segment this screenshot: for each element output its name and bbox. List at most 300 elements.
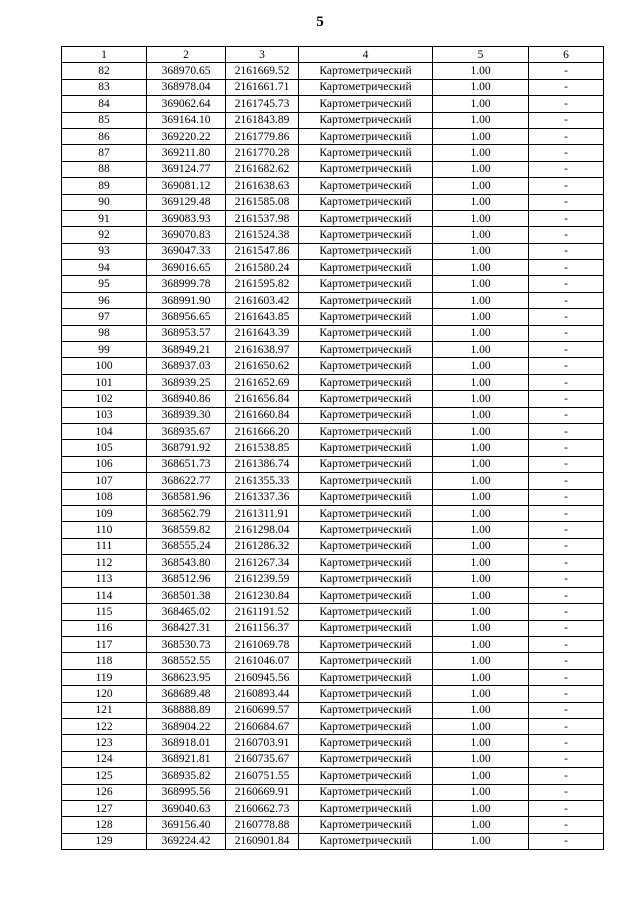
method-cell: Картометрический <box>299 79 433 95</box>
y-coordinate-cell: 2161386.74 <box>226 456 299 472</box>
table-row <box>62 358 604 374</box>
point-number-cell: 121 <box>62 702 147 718</box>
table-row <box>62 391 604 407</box>
table-row <box>62 292 604 308</box>
table-row <box>62 243 604 259</box>
note-cell: - <box>529 309 604 325</box>
x-coordinate-cell: 368555.24 <box>147 538 226 554</box>
note-cell: - <box>529 833 604 849</box>
x-coordinate-cell: 369083.93 <box>147 210 226 226</box>
x-coordinate-cell: 368995.56 <box>147 784 226 800</box>
x-coordinate-cell: 368935.67 <box>147 423 226 439</box>
table-row <box>62 637 604 653</box>
accuracy-cell: 1.00 <box>433 784 529 800</box>
table-row <box>62 522 604 538</box>
coordinates-table <box>61 46 604 850</box>
accuracy-cell: 1.00 <box>433 620 529 636</box>
method-cell: Картометрический <box>299 325 433 341</box>
x-coordinate-cell: 369070.83 <box>147 227 226 243</box>
y-coordinate-cell: 2160699.57 <box>226 702 299 718</box>
y-coordinate-cell: 2160778.88 <box>226 817 299 833</box>
accuracy-cell: 1.00 <box>433 587 529 603</box>
method-cell: Картометрический <box>299 587 433 603</box>
accuracy-cell: 1.00 <box>433 489 529 505</box>
method-cell: Картометрический <box>299 63 433 79</box>
accuracy-cell: 1.00 <box>433 243 529 259</box>
method-cell: Картометрический <box>299 620 433 636</box>
table-row <box>62 276 604 292</box>
y-coordinate-cell: 2161524.38 <box>226 227 299 243</box>
point-number-cell: 96 <box>62 292 147 308</box>
table-row <box>62 555 604 571</box>
note-cell: - <box>529 768 604 784</box>
point-number-cell: 92 <box>62 227 147 243</box>
note-cell: - <box>529 620 604 636</box>
table-row <box>62 784 604 800</box>
accuracy-cell: 1.00 <box>433 423 529 439</box>
table-body <box>62 63 604 850</box>
y-coordinate-cell: 2161770.28 <box>226 145 299 161</box>
x-coordinate-cell: 369211.80 <box>147 145 226 161</box>
table-row <box>62 145 604 161</box>
accuracy-cell: 1.00 <box>433 719 529 735</box>
x-coordinate-cell: 368543.80 <box>147 555 226 571</box>
point-number-cell: 126 <box>62 784 147 800</box>
point-number-cell: 124 <box>62 751 147 767</box>
accuracy-cell: 1.00 <box>433 571 529 587</box>
y-coordinate-cell: 2161603.42 <box>226 292 299 308</box>
y-coordinate-cell: 2161337.36 <box>226 489 299 505</box>
y-coordinate-cell: 2161538.85 <box>226 440 299 456</box>
accuracy-cell: 1.00 <box>433 260 529 276</box>
table-row <box>62 833 604 849</box>
point-number-cell: 118 <box>62 653 147 669</box>
accuracy-cell: 1.00 <box>433 833 529 849</box>
note-cell: - <box>529 800 604 816</box>
accuracy-cell: 1.00 <box>433 145 529 161</box>
method-cell: Картометрический <box>299 817 433 833</box>
accuracy-cell: 1.00 <box>433 63 529 79</box>
y-coordinate-cell: 2161656.84 <box>226 391 299 407</box>
note-cell: - <box>529 686 604 702</box>
x-coordinate-cell: 368935.82 <box>147 768 226 784</box>
x-coordinate-cell: 368501.38 <box>147 587 226 603</box>
note-cell: - <box>529 178 604 194</box>
table-row <box>62 112 604 128</box>
y-coordinate-cell: 2161585.08 <box>226 194 299 210</box>
x-coordinate-cell: 369124.77 <box>147 161 226 177</box>
accuracy-cell: 1.00 <box>433 669 529 685</box>
x-coordinate-cell: 368939.25 <box>147 374 226 390</box>
note-cell: - <box>529 735 604 751</box>
method-cell: Картометрический <box>299 555 433 571</box>
note-cell: - <box>529 423 604 439</box>
table-row <box>62 456 604 472</box>
table-row <box>62 702 604 718</box>
point-number-cell: 93 <box>62 243 147 259</box>
method-cell: Картометрический <box>299 391 433 407</box>
column-header: 4 <box>299 47 433 63</box>
x-coordinate-cell: 369016.65 <box>147 260 226 276</box>
method-cell: Картометрический <box>299 96 433 112</box>
note-cell: - <box>529 276 604 292</box>
table-row <box>62 342 604 358</box>
method-cell: Картометрический <box>299 505 433 521</box>
accuracy-cell: 1.00 <box>433 358 529 374</box>
point-number-cell: 110 <box>62 522 147 538</box>
table-row <box>62 538 604 554</box>
accuracy-cell: 1.00 <box>433 735 529 751</box>
point-number-cell: 123 <box>62 735 147 751</box>
method-cell: Картометрический <box>299 374 433 390</box>
point-number-cell: 108 <box>62 489 147 505</box>
x-coordinate-cell: 368552.55 <box>147 653 226 669</box>
note-cell: - <box>529 751 604 767</box>
note-cell: - <box>529 669 604 685</box>
table-row <box>62 309 604 325</box>
table-header-row <box>62 47 604 63</box>
y-coordinate-cell: 2160945.56 <box>226 669 299 685</box>
method-cell: Картометрический <box>299 243 433 259</box>
point-number-cell: 87 <box>62 145 147 161</box>
note-cell: - <box>529 456 604 472</box>
note-cell: - <box>529 342 604 358</box>
point-number-cell: 117 <box>62 637 147 653</box>
method-cell: Картометрический <box>299 800 433 816</box>
point-number-cell: 109 <box>62 505 147 521</box>
method-cell: Картометрический <box>299 227 433 243</box>
method-cell: Картометрический <box>299 719 433 735</box>
accuracy-cell: 1.00 <box>433 751 529 767</box>
table-row <box>62 620 604 636</box>
note-cell: - <box>529 702 604 718</box>
method-cell: Картометрический <box>299 522 433 538</box>
note-cell: - <box>529 374 604 390</box>
x-coordinate-cell: 369040.63 <box>147 800 226 816</box>
x-coordinate-cell: 369156.40 <box>147 817 226 833</box>
point-number-cell: 116 <box>62 620 147 636</box>
table-row <box>62 374 604 390</box>
y-coordinate-cell: 2161669.52 <box>226 63 299 79</box>
note-cell: - <box>529 194 604 210</box>
x-coordinate-cell: 369062.64 <box>147 96 226 112</box>
y-coordinate-cell: 2160669.91 <box>226 784 299 800</box>
accuracy-cell: 1.00 <box>433 178 529 194</box>
method-cell: Картометрический <box>299 669 433 685</box>
table-row <box>62 751 604 767</box>
accuracy-cell: 1.00 <box>433 194 529 210</box>
accuracy-cell: 1.00 <box>433 800 529 816</box>
note-cell: - <box>529 604 604 620</box>
accuracy-cell: 1.00 <box>433 227 529 243</box>
table-row <box>62 489 604 505</box>
y-coordinate-cell: 2160893.44 <box>226 686 299 702</box>
accuracy-cell: 1.00 <box>433 128 529 144</box>
x-coordinate-cell: 368562.79 <box>147 505 226 521</box>
table-row <box>62 161 604 177</box>
x-coordinate-cell: 368512.96 <box>147 571 226 587</box>
y-coordinate-cell: 2161779.86 <box>226 128 299 144</box>
note-cell: - <box>529 243 604 259</box>
table-row <box>62 587 604 603</box>
method-cell: Картометрический <box>299 751 433 767</box>
x-coordinate-cell: 368939.30 <box>147 407 226 423</box>
x-coordinate-cell: 368465.02 <box>147 604 226 620</box>
point-number-cell: 113 <box>62 571 147 587</box>
x-coordinate-cell: 368559.82 <box>147 522 226 538</box>
column-header: 5 <box>433 47 529 63</box>
x-coordinate-cell: 368689.48 <box>147 686 226 702</box>
table-row <box>62 686 604 702</box>
accuracy-cell: 1.00 <box>433 653 529 669</box>
accuracy-cell: 1.00 <box>433 440 529 456</box>
x-coordinate-cell: 369164.10 <box>147 112 226 128</box>
column-header: 1 <box>62 47 147 63</box>
table-row <box>62 440 604 456</box>
x-coordinate-cell: 368978.04 <box>147 79 226 95</box>
note-cell: - <box>529 210 604 226</box>
x-coordinate-cell: 368949.21 <box>147 342 226 358</box>
x-coordinate-cell: 368581.96 <box>147 489 226 505</box>
table-row <box>62 735 604 751</box>
note-cell: - <box>529 292 604 308</box>
accuracy-cell: 1.00 <box>433 702 529 718</box>
table-row <box>62 423 604 439</box>
point-number-cell: 90 <box>62 194 147 210</box>
accuracy-cell: 1.00 <box>433 325 529 341</box>
accuracy-cell: 1.00 <box>433 555 529 571</box>
method-cell: Картометрический <box>299 653 433 669</box>
point-number-cell: 88 <box>62 161 147 177</box>
note-cell: - <box>529 817 604 833</box>
table-row <box>62 260 604 276</box>
point-number-cell: 85 <box>62 112 147 128</box>
method-cell: Картометрический <box>299 637 433 653</box>
x-coordinate-cell: 368427.31 <box>147 620 226 636</box>
x-coordinate-cell: 368904.22 <box>147 719 226 735</box>
x-coordinate-cell: 368956.65 <box>147 309 226 325</box>
table-row <box>62 96 604 112</box>
note-cell: - <box>529 391 604 407</box>
note-cell: - <box>529 161 604 177</box>
point-number-cell: 100 <box>62 358 147 374</box>
y-coordinate-cell: 2161652.69 <box>226 374 299 390</box>
point-number-cell: 111 <box>62 538 147 554</box>
table-row <box>62 128 604 144</box>
note-cell: - <box>529 555 604 571</box>
method-cell: Картометрический <box>299 423 433 439</box>
y-coordinate-cell: 2160901.84 <box>226 833 299 849</box>
note-cell: - <box>529 538 604 554</box>
y-coordinate-cell: 2160751.55 <box>226 768 299 784</box>
note-cell: - <box>529 325 604 341</box>
page-number: 5 <box>316 14 324 30</box>
table-row <box>62 227 604 243</box>
note-cell: - <box>529 79 604 95</box>
y-coordinate-cell: 2161661.71 <box>226 79 299 95</box>
y-coordinate-cell: 2161298.04 <box>226 522 299 538</box>
y-coordinate-cell: 2161537.98 <box>226 210 299 226</box>
x-coordinate-cell: 368991.90 <box>147 292 226 308</box>
accuracy-cell: 1.00 <box>433 686 529 702</box>
column-header: 6 <box>529 47 604 63</box>
method-cell: Картометрический <box>299 309 433 325</box>
method-cell: Картометрический <box>299 194 433 210</box>
point-number-cell: 89 <box>62 178 147 194</box>
method-cell: Картометрический <box>299 260 433 276</box>
note-cell: - <box>529 440 604 456</box>
accuracy-cell: 1.00 <box>433 391 529 407</box>
y-coordinate-cell: 2161311.91 <box>226 505 299 521</box>
method-cell: Картометрический <box>299 342 433 358</box>
point-number-cell: 102 <box>62 391 147 407</box>
point-number-cell: 91 <box>62 210 147 226</box>
accuracy-cell: 1.00 <box>433 292 529 308</box>
x-coordinate-cell: 368999.78 <box>147 276 226 292</box>
point-number-cell: 83 <box>62 79 147 95</box>
method-cell: Картометрический <box>299 358 433 374</box>
y-coordinate-cell: 2161666.20 <box>226 423 299 439</box>
accuracy-cell: 1.00 <box>433 210 529 226</box>
y-coordinate-cell: 2161650.62 <box>226 358 299 374</box>
point-number-cell: 128 <box>62 817 147 833</box>
x-coordinate-cell: 369129.48 <box>147 194 226 210</box>
point-number-cell: 105 <box>62 440 147 456</box>
table-row <box>62 505 604 521</box>
accuracy-cell: 1.00 <box>433 456 529 472</box>
method-cell: Картометрический <box>299 456 433 472</box>
y-coordinate-cell: 2161638.97 <box>226 342 299 358</box>
method-cell: Картометрический <box>299 161 433 177</box>
point-number-cell: 84 <box>62 96 147 112</box>
method-cell: Картометрический <box>299 489 433 505</box>
x-coordinate-cell: 368530.73 <box>147 637 226 653</box>
method-cell: Картометрический <box>299 686 433 702</box>
column-header: 3 <box>226 47 299 63</box>
point-number-cell: 122 <box>62 719 147 735</box>
point-number-cell: 115 <box>62 604 147 620</box>
x-coordinate-cell: 369047.33 <box>147 243 226 259</box>
table-row <box>62 473 604 489</box>
x-coordinate-cell: 369081.12 <box>147 178 226 194</box>
method-cell: Картометрический <box>299 178 433 194</box>
x-coordinate-cell: 368623.95 <box>147 669 226 685</box>
accuracy-cell: 1.00 <box>433 505 529 521</box>
method-cell: Картометрический <box>299 473 433 489</box>
y-coordinate-cell: 2161595.82 <box>226 276 299 292</box>
accuracy-cell: 1.00 <box>433 161 529 177</box>
y-coordinate-cell: 2161643.39 <box>226 325 299 341</box>
y-coordinate-cell: 2161239.59 <box>226 571 299 587</box>
y-coordinate-cell: 2161745.73 <box>226 96 299 112</box>
point-number-cell: 86 <box>62 128 147 144</box>
table-row <box>62 194 604 210</box>
point-number-cell: 82 <box>62 63 147 79</box>
x-coordinate-cell: 368651.73 <box>147 456 226 472</box>
note-cell: - <box>529 145 604 161</box>
table-row <box>62 79 604 95</box>
point-number-cell: 125 <box>62 768 147 784</box>
table-row <box>62 63 604 79</box>
table-row <box>62 653 604 669</box>
y-coordinate-cell: 2161580.24 <box>226 260 299 276</box>
note-cell: - <box>529 505 604 521</box>
point-number-cell: 95 <box>62 276 147 292</box>
accuracy-cell: 1.00 <box>433 309 529 325</box>
accuracy-cell: 1.00 <box>433 637 529 653</box>
method-cell: Картометрический <box>299 571 433 587</box>
y-coordinate-cell: 2161547.86 <box>226 243 299 259</box>
method-cell: Картометрический <box>299 735 433 751</box>
method-cell: Картометрический <box>299 276 433 292</box>
method-cell: Картометрический <box>299 702 433 718</box>
point-number-cell: 97 <box>62 309 147 325</box>
accuracy-cell: 1.00 <box>433 276 529 292</box>
x-coordinate-cell: 368888.89 <box>147 702 226 718</box>
method-cell: Картометрический <box>299 145 433 161</box>
table-row <box>62 210 604 226</box>
table-row <box>62 817 604 833</box>
point-number-cell: 104 <box>62 423 147 439</box>
accuracy-cell: 1.00 <box>433 342 529 358</box>
note-cell: - <box>529 784 604 800</box>
accuracy-cell: 1.00 <box>433 768 529 784</box>
column-header: 2 <box>147 47 226 63</box>
y-coordinate-cell: 2161660.84 <box>226 407 299 423</box>
method-cell: Картометрический <box>299 833 433 849</box>
method-cell: Картометрический <box>299 128 433 144</box>
method-cell: Картометрический <box>299 210 433 226</box>
point-number-cell: 98 <box>62 325 147 341</box>
note-cell: - <box>529 128 604 144</box>
point-number-cell: 103 <box>62 407 147 423</box>
accuracy-cell: 1.00 <box>433 374 529 390</box>
accuracy-cell: 1.00 <box>433 538 529 554</box>
accuracy-cell: 1.00 <box>433 112 529 128</box>
point-number-cell: 99 <box>62 342 147 358</box>
accuracy-cell: 1.00 <box>433 79 529 95</box>
table-row <box>62 669 604 685</box>
note-cell: - <box>529 571 604 587</box>
point-number-cell: 129 <box>62 833 147 849</box>
y-coordinate-cell: 2161267.34 <box>226 555 299 571</box>
x-coordinate-cell: 368921.81 <box>147 751 226 767</box>
table-row <box>62 604 604 620</box>
x-coordinate-cell: 368918.01 <box>147 735 226 751</box>
x-coordinate-cell: 368791.92 <box>147 440 226 456</box>
x-coordinate-cell: 368940.86 <box>147 391 226 407</box>
y-coordinate-cell: 2160684.67 <box>226 719 299 735</box>
y-coordinate-cell: 2161191.52 <box>226 604 299 620</box>
y-coordinate-cell: 2160735.67 <box>226 751 299 767</box>
method-cell: Картометрический <box>299 604 433 620</box>
note-cell: - <box>529 473 604 489</box>
y-coordinate-cell: 2160662.73 <box>226 800 299 816</box>
note-cell: - <box>529 407 604 423</box>
note-cell: - <box>529 637 604 653</box>
method-cell: Картометрический <box>299 292 433 308</box>
note-cell: - <box>529 112 604 128</box>
table-row <box>62 178 604 194</box>
table-row <box>62 719 604 735</box>
point-number-cell: 94 <box>62 260 147 276</box>
point-number-cell: 107 <box>62 473 147 489</box>
y-coordinate-cell: 2161355.33 <box>226 473 299 489</box>
y-coordinate-cell: 2161643.85 <box>226 309 299 325</box>
note-cell: - <box>529 358 604 374</box>
point-number-cell: 120 <box>62 686 147 702</box>
y-coordinate-cell: 2161843.89 <box>226 112 299 128</box>
